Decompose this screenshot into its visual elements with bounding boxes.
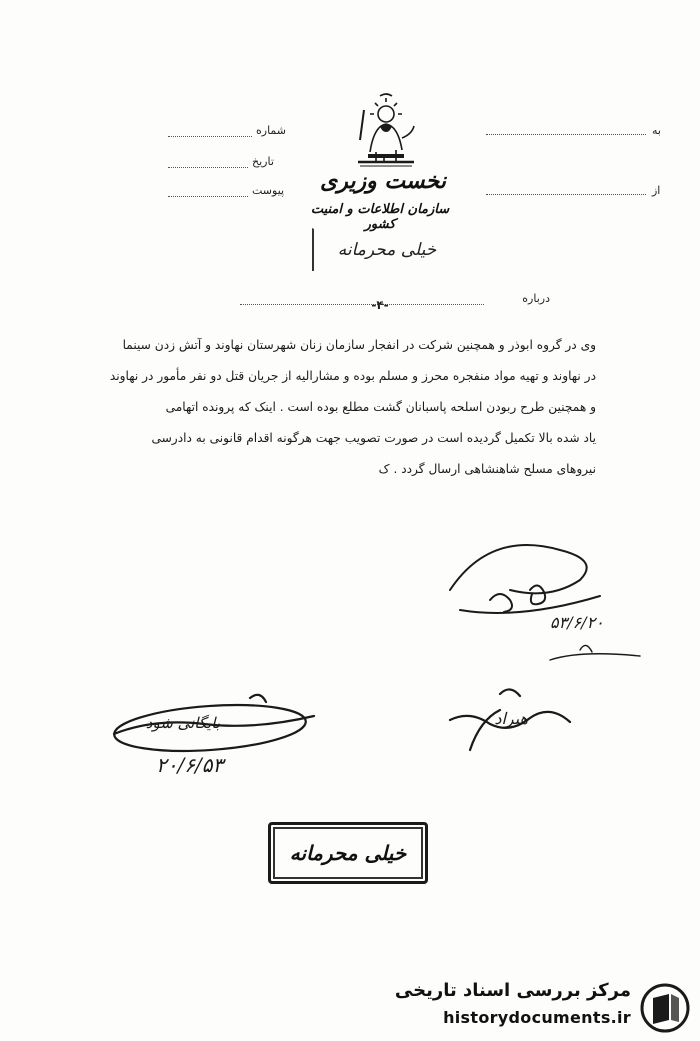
from-label: از bbox=[652, 184, 661, 197]
regarding-label: درباره bbox=[522, 292, 550, 305]
signature-right-lower bbox=[440, 680, 610, 760]
body-line: نیروهای مسلح شاهنشاهی ارسال گردد . ک bbox=[378, 462, 596, 476]
ministry-title: نخست وزیری bbox=[320, 168, 446, 194]
watermark-title: مرکز بررسی اسناد تاریخی bbox=[394, 980, 631, 1001]
number-line bbox=[168, 136, 252, 137]
body-line: وی در گروه ابوذر و همچنین شرکت در انفجار سازمان زنان شهرستان نهاوند و آتش زدن سینما bbox=[122, 338, 596, 352]
signature-left bbox=[100, 688, 330, 798]
organization-title: سازمان اطلاعات و امنیت کشور bbox=[310, 202, 450, 232]
letter-body bbox=[106, 330, 596, 485]
attachment-line bbox=[168, 196, 248, 197]
to-line bbox=[486, 134, 646, 135]
to-label: به bbox=[652, 124, 661, 137]
classification-stamp bbox=[268, 822, 428, 884]
body-line: و همچنین طرح ربودن اسلحه پاسبانان گشت مطلع بوده است . اینک که پرونده اتهامی bbox=[165, 400, 596, 414]
watermark-url: historydocuments.ir bbox=[443, 1008, 631, 1027]
date-line bbox=[168, 167, 248, 168]
signature-right-upper bbox=[430, 520, 660, 680]
signature-left-date: ۲۰/۶/۵۳ bbox=[156, 753, 224, 777]
number-label: شماره bbox=[256, 124, 287, 137]
stamp-text: خیلی محرمانه bbox=[289, 841, 407, 865]
date-label: تاریخ bbox=[252, 155, 274, 168]
signature-left-note: بایگانی شود bbox=[145, 714, 220, 732]
page-number: -۴- bbox=[371, 298, 389, 312]
signature-right-date: ۵۳/۶/۲۰ bbox=[550, 613, 604, 632]
from-line bbox=[486, 194, 646, 195]
body-line: یاد شده بالا تکمیل گردیده است در صورت تصویب جهت هرگونه اقدام قانونی به دادرسی bbox=[151, 431, 596, 445]
attachment-label: پیوست bbox=[252, 184, 285, 197]
lion-and-sun-emblem-icon bbox=[350, 92, 422, 167]
archive-logo-icon bbox=[639, 982, 691, 1034]
classification-handwritten: خیلی محرمانه bbox=[337, 240, 437, 260]
signature-mid-note: هیراد bbox=[494, 709, 528, 728]
body-line: در نهاوند و تهیه مواد منفجره محرز و مسلم بوده و مشارالیه از جریان قتل دو نفر مأمور در نهاوند bbox=[109, 369, 596, 383]
archive-watermark bbox=[394, 978, 695, 1038]
